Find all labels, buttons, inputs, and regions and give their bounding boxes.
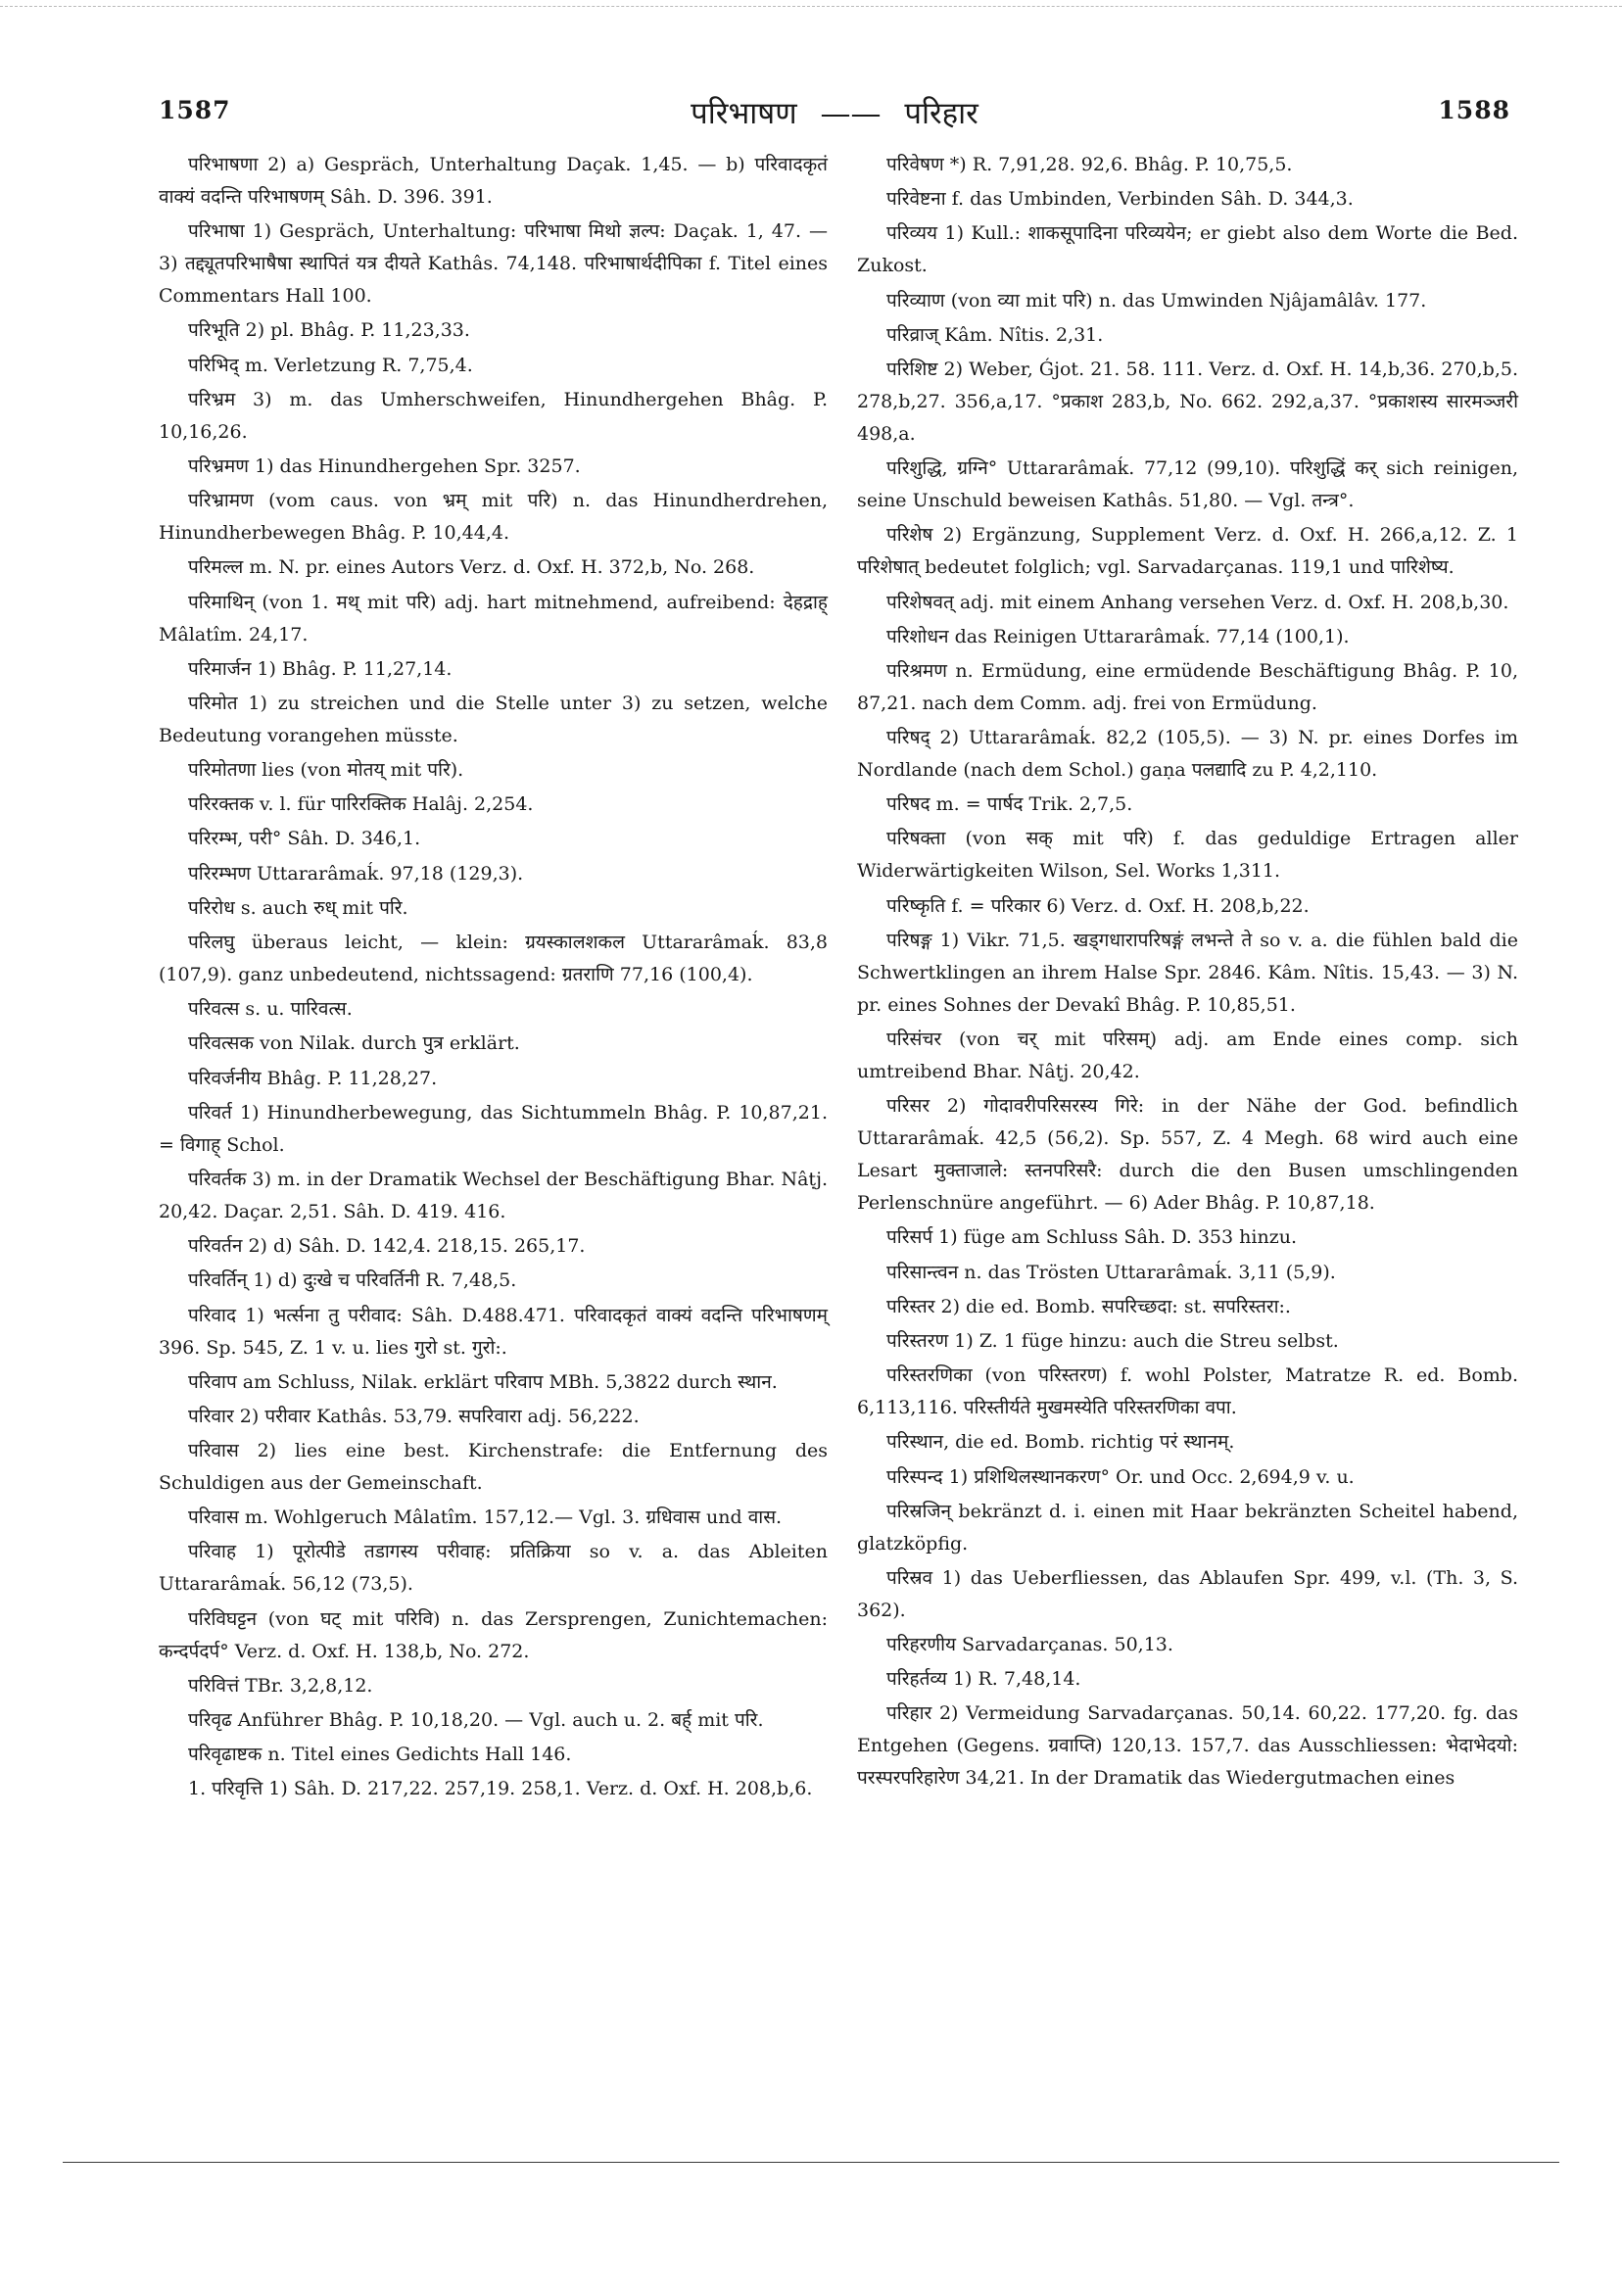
dictionary-entry: परिसर 2) गोदावरीपरिसरस्य गिरे: in der Nähe der God. befindlich Uttararâmaḱ. 42,5 (56,2). Sp. 557, Z. 4 Megh. 68 wird auch eine Lesart मुक्ताजाले: स्तनपरिसरै: durch die den Busen umschlingenden Perlenschnüre angeführt. — 6) Ader Bhâg. P. 10,87,18. xyxy=(857,1095,1518,1215)
dictionary-entry: परिशोधन das Reinigen Uttararâmaḱ. 77,14 (100,1). xyxy=(886,625,1350,647)
dictionary-entry: परिवर्जनीय Bhâg. P. 11,28,27. xyxy=(188,1067,438,1089)
dictionary-entry: परिविघट्टन (von घट् mit परिवि) n. das Zersprengen, Zunichtemachen: कन्दर्पदर्प° Verz. d. Oxf. H. 138,b, No. 272. xyxy=(159,1607,828,1662)
dictionary-entry: परिवार 2) परीवार Kathâs. 53,79. सपरिवारा adj. 56,222. xyxy=(188,1405,640,1427)
dictionary-entry: परिवाद 1) भर्त्सना तु परीवाद: Sâh. D.488.471. परिवादकृतं वाक्यं वदन्ति परिभाषणम् 396. Sp. 545, Z. 1 v. u. lies गुरो st. गुरो:. xyxy=(159,1304,828,1359)
bottom-rule xyxy=(63,2162,1559,2163)
dictionary-entry: परिस्तर 2) die ed. Bomb. सपरिच्छदा: st. सपरिस्तरा:. xyxy=(886,1295,1291,1317)
dictionary-entry: परिशिष्ट 2) Weber, Ǵjot. 21. 58. 111. Verz. d. Oxf. H. 14,b,36. 270,b,5. 278,b,27. 356,a,17. °प्रकाश 283,b, No. 662. 292,a,37. °प्रकाशस्य सारमञ्जरी 498,a. xyxy=(857,358,1518,445)
dictionary-entry: परिवेष्टना f. das Umbinden, Verbinden Sâh. D. 344,3. xyxy=(886,188,1354,211)
top-edge-line xyxy=(0,0,1622,7)
dictionary-entry: परिसर्प 1) füge am Schluss Sâh. D. 353 hinzu. xyxy=(886,1226,1297,1249)
dictionary-entry: परिमोतणा lies (von मोतय् mit परि). xyxy=(188,759,464,782)
dictionary-entry: परिरक्तक v. l. für पारिरक्तिक Halâj. 2,254. xyxy=(188,793,534,816)
dictionary-entry: परिसान्त्वन n. das Trösten Uttararâmaḱ. 3,11 (5,9). xyxy=(886,1261,1336,1283)
running-head xyxy=(159,92,1510,133)
dictionary-entry: परिवर्तक 3) m. in der Dramatik Wechsel der Beschäftigung Bhar. Nâṭj. 20,42. Daçar. 2,51. Sâh. D. 419. 416. xyxy=(159,1168,828,1222)
left-column xyxy=(159,149,828,1808)
dictionary-entry: परिमल्ल m. N. pr. eines Autors Verz. d. Oxf. H. 372,b, No. 268. xyxy=(188,556,755,579)
dictionary-entry: परिवाह 1) पूरोत्पीडे तडागस्य परीवाह: प्रतिक्रिया so v. a. das Ableiten Uttararâmaḱ. 56,12 (73,5). xyxy=(159,1541,828,1596)
dictionary-entry: परिमोत 1) zu streichen und die Stelle unter 3) zu setzen, welche Bedeutung vorangehen müsste. xyxy=(159,692,828,746)
dictionary-entry: परिरम्भ, परी° Sâh. D. 346,1. xyxy=(188,828,421,850)
dictionary-entry: परिवृढ Anführer Bhâg. P. 10,18,20. — Vgl. auch u. 2. बर्ह् mit परि. xyxy=(188,1709,764,1731)
right-column xyxy=(857,149,1518,1797)
page-number-right: 1588 xyxy=(1438,96,1510,124)
dictionary-entry: परिस्तरणिका (von परिस्तरण) f. wohl Polster, Matratze R. ed. Bomb. 6,113,116. परिस्तीर्यते मुखमस्येति परिस्तरणिका वपा. xyxy=(857,1364,1518,1419)
dictionary-entry: परिष्कृति f. = परिकार 6) Verz. d. Oxf. H. 208,b,22. xyxy=(886,894,1310,917)
dictionary-entry: परिशेषवत् adj. mit einem Anhang versehen Verz. d. Oxf. H. 208,b,30. xyxy=(886,591,1509,613)
dictionary-entry: परिवत्सक von Nilak. durch पुत्र erklärt. xyxy=(188,1032,520,1055)
dictionary-entry: परिभ्रामण (vom caus. von भ्रम् mit परि) n. das Hinundherdrehen, Hinundherbewegen Bhâg. P. 10,44,4. xyxy=(159,490,828,545)
dictionary-entry: परिवाप am Schluss, Nilak. erklärt परिवाप MBh. 5,3822 durch स्थान. xyxy=(188,1370,778,1393)
dictionary-entry: परिवेषण *) R. 7,91,28. 92,6. Bhâg. P. 10,75,5. xyxy=(886,154,1293,175)
dictionary-entry: परिषद m. = पार्षद Trik. 2,7,5. xyxy=(886,793,1133,816)
dictionary-entry: परिरोध s. auch रुध् mit परि. xyxy=(188,896,408,919)
dictionary-entry: परिव्यय 1) Kull.: शाकसूपादिना परिव्ययेन; er giebt also dem Worte die Bed. Zukost. xyxy=(857,222,1518,277)
dictionary-entry: परिरम्भण Uttararâmaḱ. 97,18 (129,3). xyxy=(188,862,524,885)
dictionary-entry: परिवर्तिन् 1) d) दुःखे च परिवर्तिनी R. 7,48,5. xyxy=(188,1269,517,1292)
dictionary-entry: परिभिद् m. Verletzung R. 7,75,4. xyxy=(188,354,473,376)
dictionary-entry: परिवास 2) lies eine best. Kirchenstrafe: die Entfernung des Schuldigen aus der Gemeinschaft. xyxy=(159,1440,828,1495)
dictionary-entry: परिभूति 2) pl. Bhâg. P. 11,23,33. xyxy=(188,319,470,342)
dictionary-entry: परिभ्रम 3) m. das Umherschweifen, Hinundhergehen Bhâg. P. 10,16,26. xyxy=(159,388,828,443)
dictionary-entry: परिमाथिन् (von 1. मथ् mit परि) adj. hart mitnehmend, aufreibend: देहद्राह् Mâlatîm. 24,17. xyxy=(159,591,828,646)
dictionary-entry: परिषक्ता (von सक् mit परि) f. das geduldige Ertragen aller Widerwärtigkeiten Wilson, Sel. Works 1,311. xyxy=(857,828,1518,883)
dictionary-entry: 1. परिवृत्ति 1) Sâh. D. 217,22. 257,19. 258,1. Verz. d. Oxf. H. 208,b,6. xyxy=(188,1778,813,1800)
dictionary-entry: परिवास m. Wohlgeruch Mâlatîm. 157,12.— Vgl. 3. ग्रधिवास und वास. xyxy=(188,1507,783,1529)
dictionary-entry: परिषद् 2) Uttararâmaḱ. 82,2 (105,5). — 3) N. pr. eines Dorfes im Nordlande (nach dem Schol.) gaṇa पलद्यादि zu P. 4,2,110. xyxy=(857,727,1518,782)
dictionary-entry: परिवर्तन 2) d) Sâh. D. 142,4. 218,15. 265,17. xyxy=(188,1235,586,1258)
dictionary-entry: परिस्रजिन् bekränzt d. i. einen mit Haar bekränzten Scheitel habend, glatzköpfig. xyxy=(857,1500,1518,1555)
dictionary-entry: परिव्राज् Kâm. Nîtis. 2,31. xyxy=(886,323,1104,346)
dictionary-entry: परिमार्जन 1) Bhâg. P. 11,27,14. xyxy=(188,657,453,680)
dictionary-entry: परिस्तरण 1) Z. 1 füge hinzu: auch die Streu selbst. xyxy=(886,1329,1339,1352)
dictionary-entry: परिसंचर (von चर् mit परिसम्) adj. am Ende eines comp. sich umtreibend Bhar. Nâṭj. 20,42. xyxy=(857,1028,1518,1082)
dictionary-entry: परिहार 2) Vermeidung Sarvadarçanas. 50,14. 60,22. 177,20. fg. das Entgehen (Gegens. ग्रवाप्ति) 120,13. 157,7. das Ausschliessen: भेदाभेदयो: परस्परपरिहारेण 34,21. In der Dramatik das Wiedergutmachen eines xyxy=(857,1702,1518,1790)
dictionary-entry: परिहरणीय Sarvadarçanas. 50,13. xyxy=(886,1634,1173,1656)
dictionary-entry: परिवित्तं TBr. 3,2,8,12. xyxy=(188,1674,373,1697)
dictionary-entry: परिवृढाष्टक n. Titel eines Gedichts Hall 146. xyxy=(188,1744,572,1766)
dictionary-entry: परिस्पन्द 1) प्रशिथिलस्थानकरण° Or. und Occ. 2,694,9 v. u. xyxy=(886,1465,1355,1488)
dictionary-entry: परिवत्स s. u. पारिवत्स. xyxy=(188,998,353,1021)
dictionary-entry: परिशेष 2) Ergänzung, Supplement Verz. d. Oxf. H. 266,a,12. Z. 1 परिशेषात् bedeutet folglich; vgl. Sarvadarçanas. 119,1 und पारिशेष्य. xyxy=(857,524,1518,579)
dictionary-entry: परिभाषा 1) Gespräch, Unterhaltung: परिभाषा मिथो ज्ञल्प: Daçak. 1, 47. — 3) तद्द्यूतपरिभाषैषा स्थापितं यत्र दीयते Kathâs. 74,148. परिभाषार्थदीपिका f. Titel eines Commentars Hall 100. xyxy=(159,220,828,308)
dictionary-entry: परिभ्रमण 1) das Hinundhergehen Spr. 3257. xyxy=(188,454,581,477)
page-number-left: 1587 xyxy=(159,96,231,124)
header-separator: —— xyxy=(820,96,882,131)
dictionary-entry: परिव्याण (von व्या mit परि) n. das Umwinden Njâjamâlâv. 177. xyxy=(886,289,1427,311)
page-header xyxy=(159,96,1510,139)
dictionary-entry: परिस्थान, die ed. Bomb. richtig परं स्थानम्. xyxy=(886,1431,1235,1454)
dictionary-entry: परिवर्त 1) Hinundherbewegung, das Sichtummeln Bhâg. P. 10,87,21. = विगाह् Schol. xyxy=(159,1101,828,1156)
dictionary-entry: परिशुद्धि, ग्रग्नि° Uttararâmaḱ. 77,12 (99,10). परिशुद्धिं कर् sich reinigen, seine Unschuld beweisen Kathâs. 51,80. — Vgl. तन्त्र°. xyxy=(857,457,1518,512)
dictionary-entry: परिस्रव 1) das Ueberfliessen, das Ablaufen Spr. 499, v.l. (Th. 3, S. 362). xyxy=(857,1566,1518,1621)
dictionary-entry: परिहर्तव्य 1) R. 7,48,14. xyxy=(886,1668,1081,1691)
dictionary-entry: परिलघु überaus leicht, — klein: ग्रयस्कालशकल Uttararâmaḱ. 83,8 (107,9). ganz unbedeutend, nichtssagend: ग्रतराणि 77,16 (100,4). xyxy=(159,932,828,985)
dictionary-entry: परिभाषणा 2) a) Gespräch, Unterhaltung Daçak. 1,45. — b) परिवादकृतं वाक्यं वदन्ति परिभाषणम् Sâh. D. 396. 391. xyxy=(159,154,828,208)
headword-left: परिभाषण xyxy=(691,96,797,131)
dictionary-entry: परिषङ्ग 1) Vikr. 71,5. खड्गधारापरिषङ्गं लभन्ते ते so v. a. die fühlen bald die Schwertklingen an ihrem Halse Spr. 2846. Kâm. Nîtis. 15,43. — 3) N. pr. eines Sohnes der Devakî Bhâg. P. 10,85,51. xyxy=(857,929,1518,1016)
headword-right: परिहार xyxy=(904,96,978,131)
dictionary-entry: परिश्रमण n. Ermüdung, eine ermüdende Beschäftigung Bhâg. P. 10, 87,21. nach dem Comm. adj. frei von Ermüdung. xyxy=(857,659,1518,714)
